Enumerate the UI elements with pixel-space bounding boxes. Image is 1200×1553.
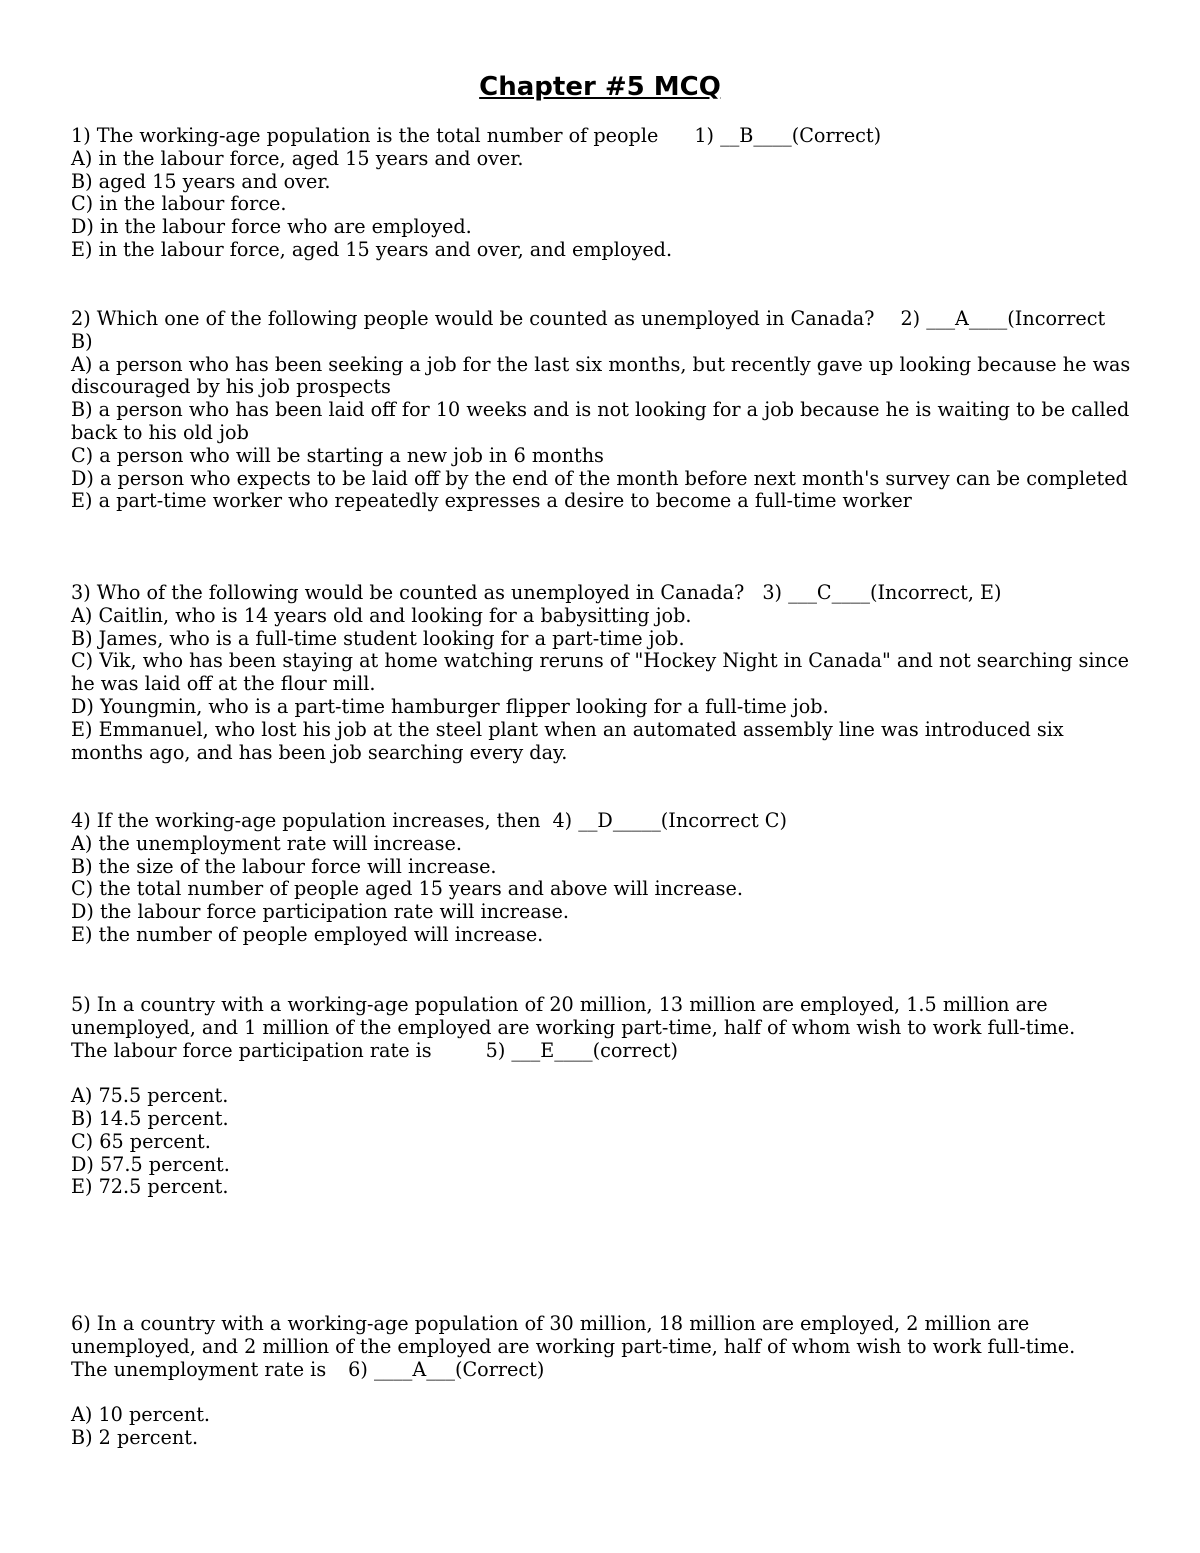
option-b: B) the size of the labour force will increase. — [71, 854, 497, 878]
question-stem-line — [71, 1040, 1133, 1063]
option-c: C) Vik, who has been staying at home watching reruns of "Hockey Night in Canada" and not searching since he was laid off at the flour mill. — [71, 649, 1136, 696]
question-stem-line: 5) In a country with a working-age population of 20 million, 13 million are employed, 1.5 million are — [71, 993, 1048, 1016]
option-c: C) 65 percent. — [71, 1129, 211, 1153]
option-c: C) a person who will be starting a new job in 6 months — [71, 443, 604, 467]
answer-mark-continued: B) — [71, 329, 93, 353]
question-stem-line — [71, 810, 1133, 833]
answer-mark: 1) __B____(Correct) — [694, 124, 882, 147]
option-e: E) a part-time worker who repeatedly expresses a desire to become a full-time worker — [71, 489, 912, 513]
question-stem-line: 6) In a country with a working-age population of 30 million, 18 million are employed, 2 million are — [71, 1312, 1030, 1335]
spacer — [71, 1381, 1133, 1404]
option-a: A) the unemployment rate will increase. — [71, 831, 462, 855]
question-stem: 4) If the working-age population increases, then — [71, 809, 541, 832]
option-e: E) Emmanuel, who lost his job at the steel plant when an automated assembly line was introduced six months ago, and has been job searching every day. — [71, 717, 1070, 764]
question-3 — [71, 581, 1136, 764]
question-stem-line — [71, 308, 1133, 331]
answer-mark: 6) ____A___(Correct) — [348, 1357, 545, 1381]
option-d: D) in the labour force who are employed. — [71, 215, 472, 239]
option-b: B) James, who is a full-time student looking for a part-time job. — [71, 626, 685, 650]
option-e: E) the number of people employed will increase. — [71, 922, 544, 946]
option-d: D) Youngmin, who is a part-time hamburger flipper looking for a full-time job. — [71, 694, 829, 718]
answer-mark: 4) __D_____(Incorrect C) — [552, 809, 787, 832]
option-e: E) 72.5 percent. — [71, 1175, 229, 1199]
question-stem: 2) Which one of the following people would be counted as unemployed in Canada? — [71, 307, 875, 330]
question-stem-line: unemployed, and 1 million of the employed are working part-time, half of whom wish to work full-time. — [71, 1015, 1076, 1039]
question-stem: The labour force participation rate is — [71, 1038, 432, 1062]
question-4 — [71, 810, 1133, 947]
question-stem-line — [71, 582, 1133, 605]
option-b: B) 2 percent. — [71, 1425, 199, 1449]
answer-mark: 3) ___C____(Incorrect, E) — [762, 581, 1002, 604]
option-b: B) aged 15 years and over. — [71, 169, 331, 193]
option-d: D) 57.5 percent. — [71, 1152, 230, 1176]
question-6 — [71, 1313, 1133, 1450]
option-b: B) a person who has been laid off for 10 weeks and is not looking for a job because he is waiting to be called back to his old job — [71, 398, 1136, 444]
option-c: C) the total number of people aged 15 years and above will increase. — [71, 877, 743, 901]
spacer — [71, 1062, 1133, 1085]
option-d: D) a person who expects to be laid off by the end of the month before next month's survey can be completed — [71, 466, 1128, 490]
answer-mark: 2) ___A____(Incorrect — [900, 307, 1106, 330]
option-a: A) Caitlin, who is 14 years old and looking for a babysitting job. — [71, 603, 692, 627]
question-stem-line: unemployed, and 2 million of the employed are working part-time, half of whom wish to work full-time. — [71, 1334, 1076, 1358]
option-c: C) in the labour force. — [71, 192, 287, 216]
option-e: E) in the labour force, aged 15 years and over, and employed. — [71, 237, 673, 261]
option-a: A) a person who has been seeking a job for the last six months, but recently gave up looking because he was discouraged by his job prospects — [71, 352, 1137, 399]
option-a: A) in the labour force, aged 15 years and over. — [71, 146, 524, 170]
question-1 — [71, 125, 1133, 262]
option-d: D) the labour force participation rate will increase. — [71, 900, 569, 924]
question-2 — [71, 307, 1137, 513]
option-b: B) 14.5 percent. — [71, 1106, 229, 1130]
question-stem: 3) Who of the following would be counted as unemployed in Canada? — [71, 581, 745, 604]
question-stem: The unemployment rate is — [71, 1357, 327, 1381]
page-title: Chapter #5 MCQ — [479, 72, 721, 102]
option-a: A) 75.5 percent. — [71, 1084, 229, 1108]
option-a: A) 10 percent. — [71, 1403, 211, 1427]
answer-mark: 5) ___E____(correct) — [485, 1038, 679, 1062]
question-stem: 1) The working-age population is the total number of people — [71, 124, 659, 147]
question-5 — [71, 994, 1133, 1199]
question-stem-line — [71, 125, 1133, 148]
question-stem-line — [71, 1359, 1133, 1382]
